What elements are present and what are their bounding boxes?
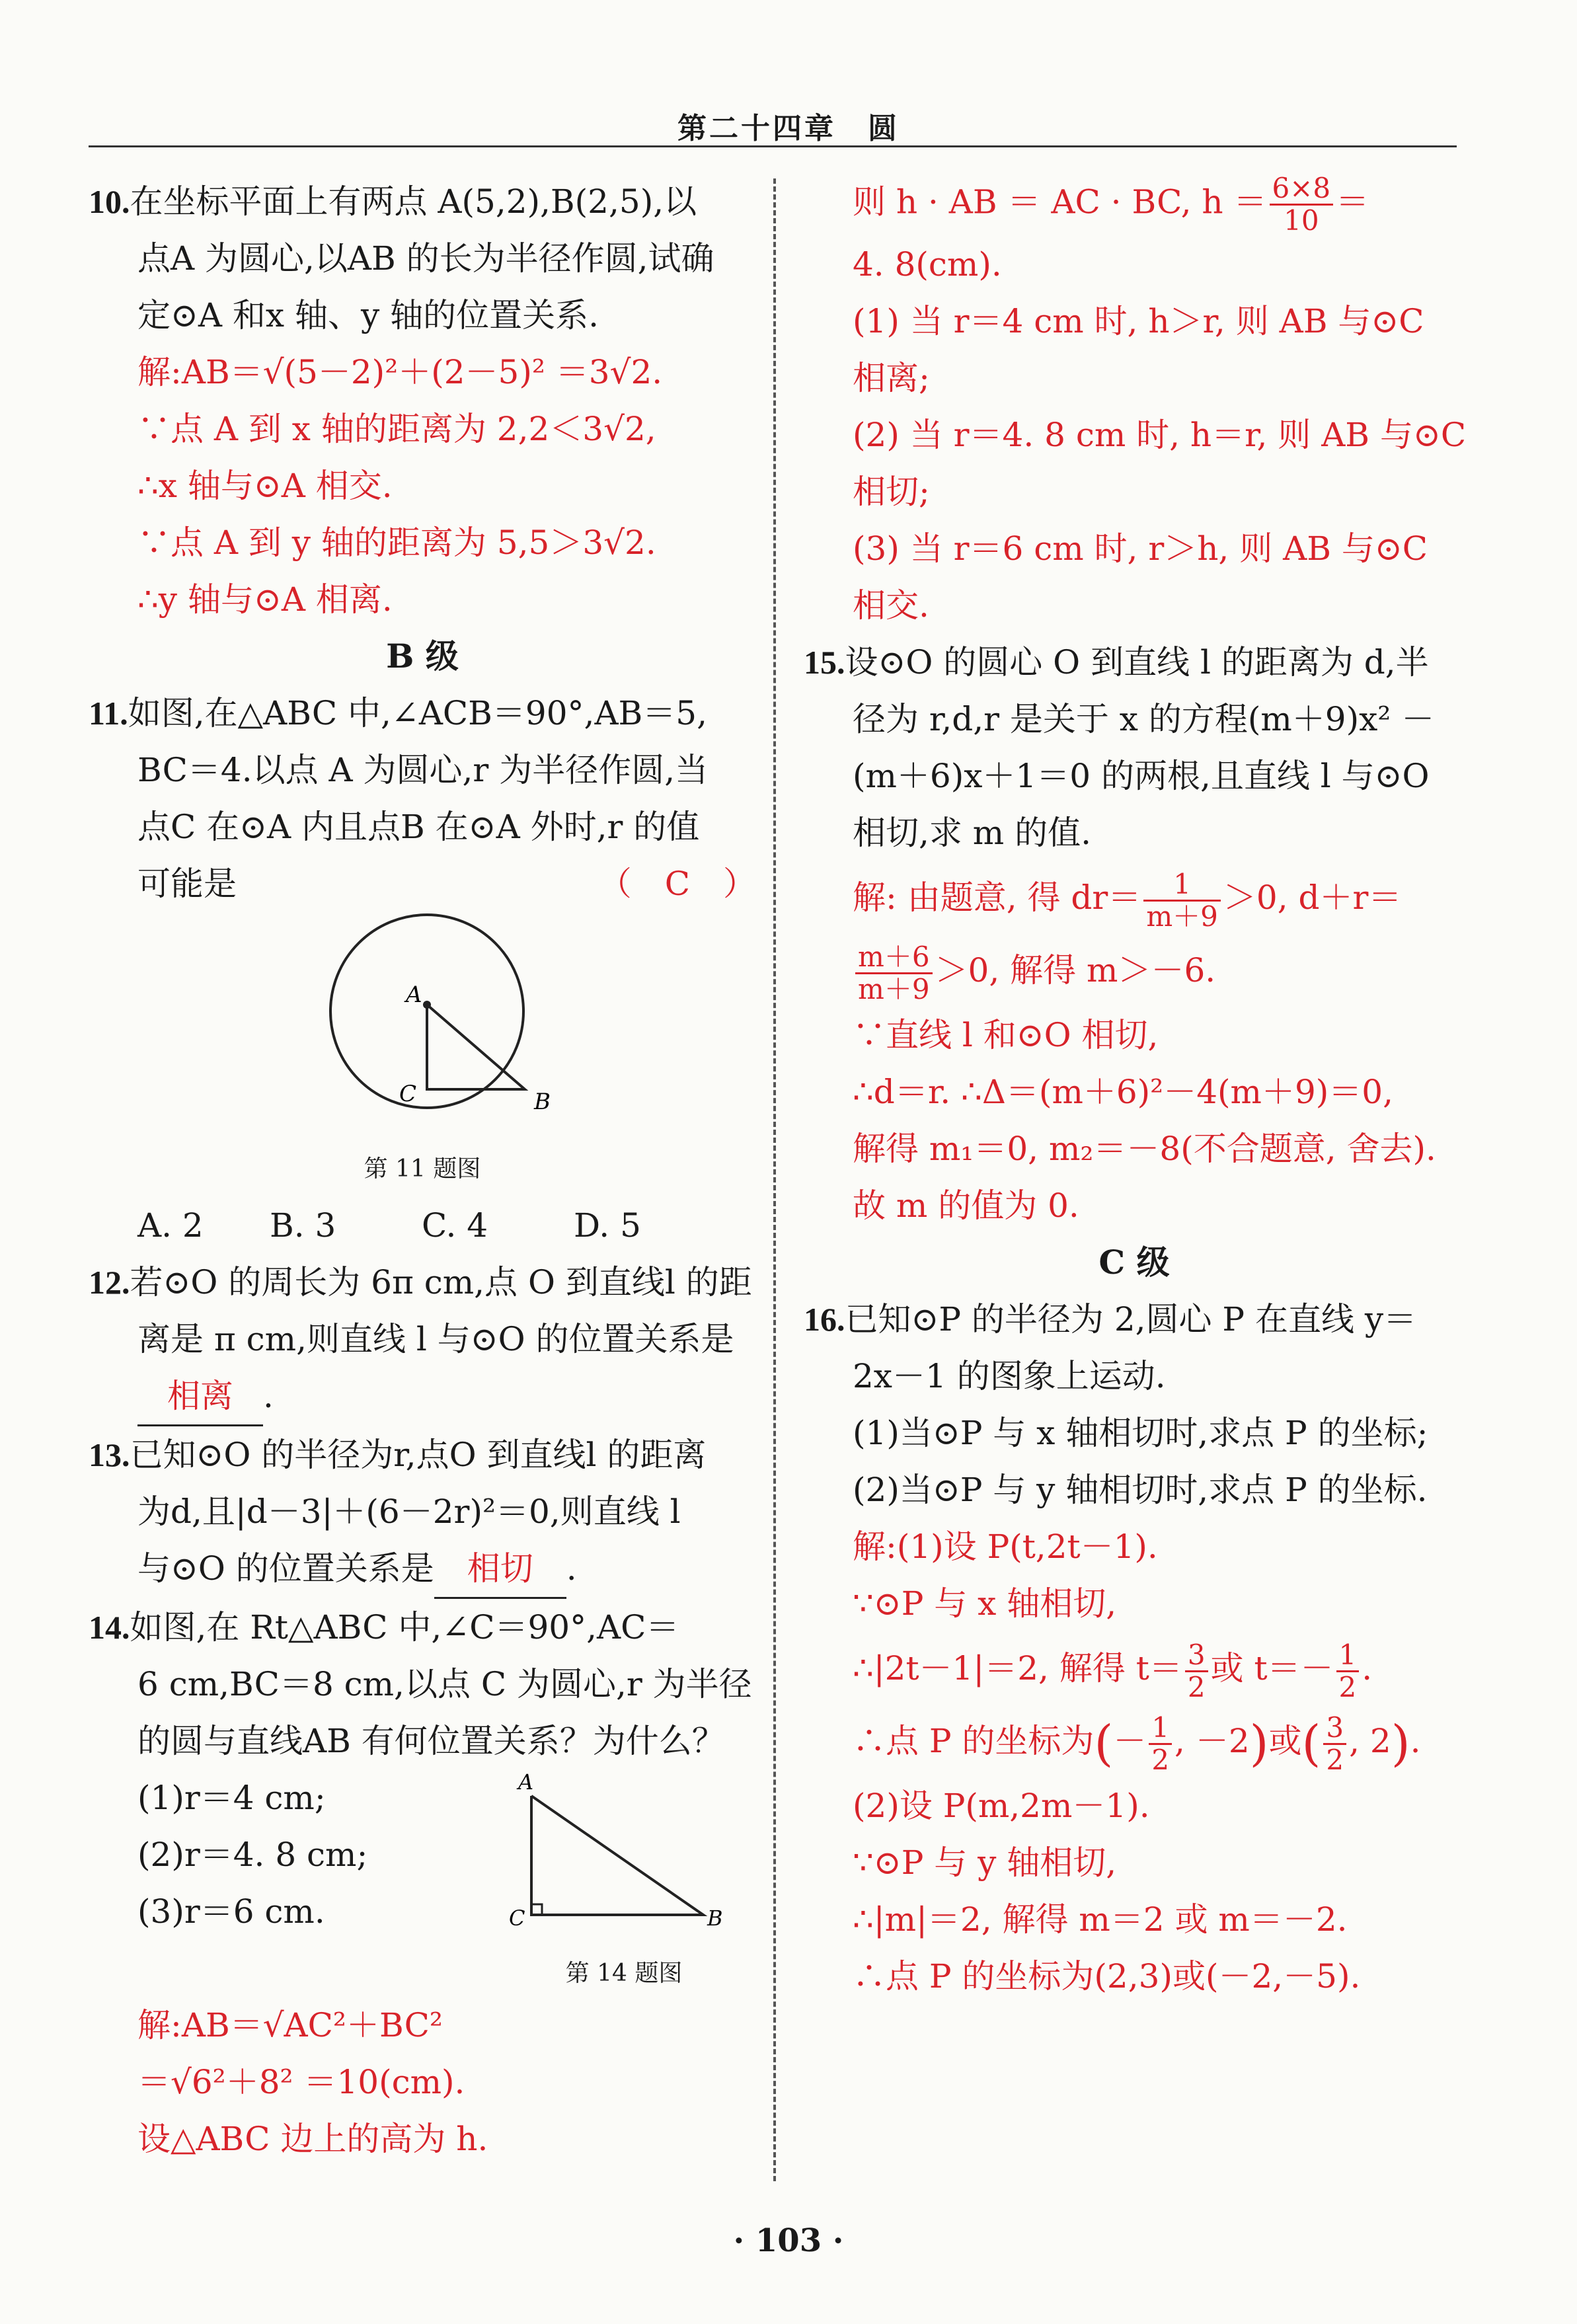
punctuation: .	[1362, 1649, 1373, 1687]
solution-line: (2)设 P(m,2m－1).	[853, 1787, 1150, 1825]
solution-line: 相切;	[853, 473, 930, 511]
solution-line: ＝√6²＋8² ＝10(cm).	[137, 2063, 465, 2101]
question-text: 的圆与直线AB 有何位置关系？为什么？	[137, 1722, 725, 1760]
question-text: 已知⊙O 的半径为r,点O 到直线l 的距离	[130, 1436, 707, 1474]
denominator: m＋9	[1146, 900, 1218, 933]
question-number: 11.	[89, 695, 128, 732]
solution-line: ∴x 轴与⊙A 相交.	[137, 467, 393, 505]
solution-line: 解:(1)设 P(t,2t－1).	[853, 1528, 1158, 1566]
solution-line: ∴y 轴与⊙A 相离.	[137, 580, 393, 619]
solution-line: ∵⊙P 与 y 轴相切,	[853, 1843, 1117, 1882]
question-text: 点C 在⊙A 内且点B 在⊙A 外时,r 的值	[137, 808, 700, 846]
numerator: 1	[1143, 869, 1221, 902]
label-c: C	[509, 1906, 525, 1931]
question-text: 径为 r,d,r 是关于 x 的方程(m＋9)x² －	[853, 700, 1435, 738]
figure-11	[89, 912, 756, 1150]
answer-choice: （ C ）	[598, 865, 756, 903]
solution-line: ∵点 A 到 y 轴的距离为 5,5＞3√2.	[137, 523, 656, 562]
right-column	[804, 173, 1465, 2005]
solution-line: (3) 当 r＝6 cm 时, r＞h, 则 AB 与⊙C	[853, 529, 1428, 568]
solution-line: (1) 当 r＝4 cm 时, h＞r, 则 AB 与⊙C	[853, 302, 1424, 340]
label-a: A	[406, 982, 422, 1008]
right-triangle-diagram	[485, 1769, 763, 1941]
option-a: A. 2	[137, 1206, 204, 1245]
solution-line: ∴|m|＝2, 解得 m＝2 或 m＝－2.	[853, 1900, 1348, 1939]
question-14-continued	[804, 173, 1465, 634]
page-number: · 103 ·	[733, 2222, 844, 2259]
solution-line: 解:AB＝√AC²＋BC²	[137, 2006, 443, 2044]
left-column	[89, 173, 756, 2167]
sub-question: (2)r＝4. 8 cm;	[137, 1836, 368, 1874]
question-text: 离是 π cm,则直线 l 与⊙O 的位置关系是	[137, 1320, 734, 1358]
question-13	[89, 1426, 756, 1599]
question-number: 13.	[89, 1436, 130, 1473]
or-word: 或	[1268, 1722, 1302, 1760]
chapter-header: 第二十四章 圆	[677, 112, 900, 145]
circle-triangle-diagram	[89, 912, 756, 1150]
question-text: 已知⊙P 的半径为 2,圆心 P 在直线 y＝	[845, 1300, 1417, 1338]
option-b: B. 3	[270, 1206, 336, 1245]
question-text: 若⊙O 的周长为 6π cm,点 O 到直线l 的距	[130, 1263, 752, 1301]
solution-line: 则 h · AB ＝ AC · BC, h ＝	[853, 182, 1267, 221]
solution-line: 或 t＝－	[1210, 1649, 1334, 1687]
solution-line: 相交.	[853, 586, 929, 625]
fraction	[1270, 173, 1334, 236]
triangle-abc	[427, 1005, 525, 1089]
label-b: B	[707, 1906, 723, 1931]
punctuation: .	[566, 1549, 577, 1588]
question-text: 设⊙O 的圆心 O 到直线 l 的距离为 d,半	[845, 643, 1429, 681]
question-10	[89, 173, 756, 628]
numerator: 3	[1323, 1713, 1346, 1745]
solution-line: (2) 当 r＝4. 8 cm 时, h＝r, 则 AB 与⊙C	[853, 416, 1467, 454]
option-c: C. 4	[422, 1206, 488, 1245]
numerator: 3	[1185, 1640, 1208, 1672]
fraction	[1336, 1640, 1360, 1703]
solution-line: ＞0, d＋r＝	[1223, 878, 1402, 917]
level-c-heading: C 级	[1098, 1243, 1170, 1282]
question-number: 15.	[804, 644, 845, 681]
answer-blank: 相离	[137, 1368, 263, 1426]
question-text: 定⊙A 和x 轴、y 轴的位置关系.	[137, 296, 599, 334]
fraction	[1185, 1640, 1208, 1703]
question-number: 16.	[804, 1301, 845, 1338]
sub-question: (1)当⊙P 与 x 轴相切时,求点 P 的坐标;	[853, 1414, 1428, 1452]
triangle-abc	[531, 1796, 703, 1915]
solution-line: ∴点 P 的坐标为(2,3)或(－2,－5).	[853, 1957, 1361, 1995]
solution-line: 相离;	[853, 359, 930, 397]
question-16: 16.已知⊙P 的半径为 2,圆心 P 在直线 y＝ 2x－1 的图象上运动. (1)当⊙P 与 x 轴相切时,求点 P 的坐标; (2)当⊙P 与 y 轴相切时,求点 P 的坐标. 解:(1)设 P(t,2t－1). ∵⊙P 与 x 轴相切, ∴|2t－1|＝2, 解得 t＝ $\frac{3}{2}$ 或 t＝－ $\frac{1}{2}$ . ∴点 P 的坐标为(－ $\frac{1}{2}$ , －2)或( $\frac{3}{2}$ , 2). (2)设 P(m,2m－1). ∵⊙P 与 y 轴相切, ∴|m|＝2, 解得 m＝2 或 m＝－2. ∴点 P 的坐标为(2,3)或(－2,－5).	[804, 1291, 1465, 2005]
solution-line: ∴点 P 的坐标为	[853, 1722, 1095, 1760]
question-11	[89, 685, 756, 1254]
options-row	[89, 1197, 756, 1254]
numerator: m＋6	[855, 942, 933, 974]
numerator: 1	[1336, 1640, 1360, 1672]
solution-line: 解得 m₁＝0, m₂＝－8(不合题意, 舍去).	[853, 1130, 1436, 1168]
solution-line: ∴d＝r. ∴Δ＝(m＋6)²－4(m＋9)＝0,	[853, 1073, 1393, 1111]
solution-line: 设△ABC 边上的高为 h.	[137, 2120, 488, 2158]
denominator: 2	[1151, 1743, 1170, 1776]
question-number: 10.	[89, 183, 130, 220]
solution-line: 解:AB＝√(5－2)²＋(2－5)² ＝3√2.	[137, 353, 663, 391]
question-15	[804, 634, 1465, 1234]
header-rule	[89, 145, 1457, 147]
denominator: 2	[1187, 1670, 1206, 1703]
denominator: 2	[1326, 1743, 1344, 1776]
sub-question: (1)r＝4 cm;	[137, 1779, 326, 1817]
solution-line: 故 m 的值为 0.	[853, 1186, 1079, 1225]
punctuation: .	[263, 1377, 274, 1415]
sub-question: (3)r＝6 cm.	[137, 1892, 325, 1931]
solution-line: ∴|2t－1|＝2, 解得 t＝	[853, 1649, 1182, 1687]
equals: ＝	[1336, 182, 1369, 221]
question-14	[89, 1599, 756, 2167]
solution-line: ∵直线 l 和⊙O 相切,	[853, 1016, 1159, 1054]
label-a: A	[518, 1769, 534, 1795]
question-text: 如图,在△ABC 中,∠ACB＝90°,AB＝5,	[128, 694, 707, 732]
fraction	[855, 942, 933, 1005]
question-text: 点A 为圆心,以AB 的长为半径作圆,试确	[137, 239, 714, 278]
solution-line: 4. 8(cm).	[853, 245, 1002, 284]
punctuation: .	[1410, 1722, 1421, 1760]
question-text: 在坐标平面上有两点 A(5,2),B(2,5),以	[130, 182, 697, 221]
figure-caption: 第 14 题图	[565, 1960, 683, 1987]
question-text: 可能是	[137, 865, 237, 903]
minus-sign: －	[1113, 1722, 1147, 1760]
fraction	[1323, 1713, 1346, 1775]
denominator: m＋9	[858, 972, 930, 1005]
center-point	[423, 1001, 431, 1009]
solution-line: ∵⊙P 与 x 轴相切,	[853, 1584, 1117, 1623]
question-text: 6 cm,BC＝8 cm,以点 C 为圆心,r 为半径	[137, 1665, 752, 1703]
label-b: B	[534, 1089, 551, 1115]
level-b-heading: B 级	[386, 637, 459, 676]
question-number: 12.	[89, 1264, 130, 1301]
numerator: 6×8	[1270, 173, 1334, 206]
numerator: 1	[1149, 1713, 1172, 1745]
denominator: 10	[1284, 204, 1319, 237]
question-text: 为d,且|d－3|＋(6－2r)²＝0,则直线 l	[137, 1492, 681, 1531]
denominator: 2	[1338, 1670, 1357, 1703]
solution-line: 解: 由题意, 得 dr＝	[853, 878, 1141, 917]
question-text: 2x－1 的图象上运动.	[853, 1357, 1166, 1395]
sub-question: (2)当⊙P 与 y 轴相切时,求点 P 的坐标.	[853, 1471, 1428, 1509]
answer-blank: 相切	[434, 1540, 566, 1599]
coordinate: , －2	[1174, 1722, 1250, 1760]
solution-line: ＞0, 解得 m＞－6.	[935, 951, 1216, 989]
question-text: 如图,在 Rt△ABC 中,∠C＝90°,AC＝	[130, 1608, 679, 1646]
solution-line: ∵点 A 到 x 轴的距离为 2,2＜3√2,	[137, 410, 656, 448]
right-angle-mark	[531, 1904, 542, 1915]
fraction	[1149, 1713, 1172, 1775]
question-number: 14.	[89, 1609, 130, 1646]
coordinate: , 2	[1349, 1722, 1391, 1760]
option-d: D. 5	[574, 1206, 641, 1245]
question-12	[89, 1254, 756, 1426]
label-c: C	[399, 1081, 417, 1107]
column-divider	[773, 178, 776, 2181]
figure-caption: 第 11 题图	[364, 1155, 481, 1182]
question-text: BC＝4.以点 A 为圆心,r 为半径作圆,当	[137, 751, 709, 789]
question-text: (m＋6)x＋1＝0 的两根,且直线 l 与⊙O	[853, 757, 1430, 795]
question-text: 相切,求 m 的值.	[853, 814, 1091, 852]
fraction	[1143, 869, 1221, 932]
question-text: 与⊙O 的位置关系是	[137, 1549, 434, 1588]
